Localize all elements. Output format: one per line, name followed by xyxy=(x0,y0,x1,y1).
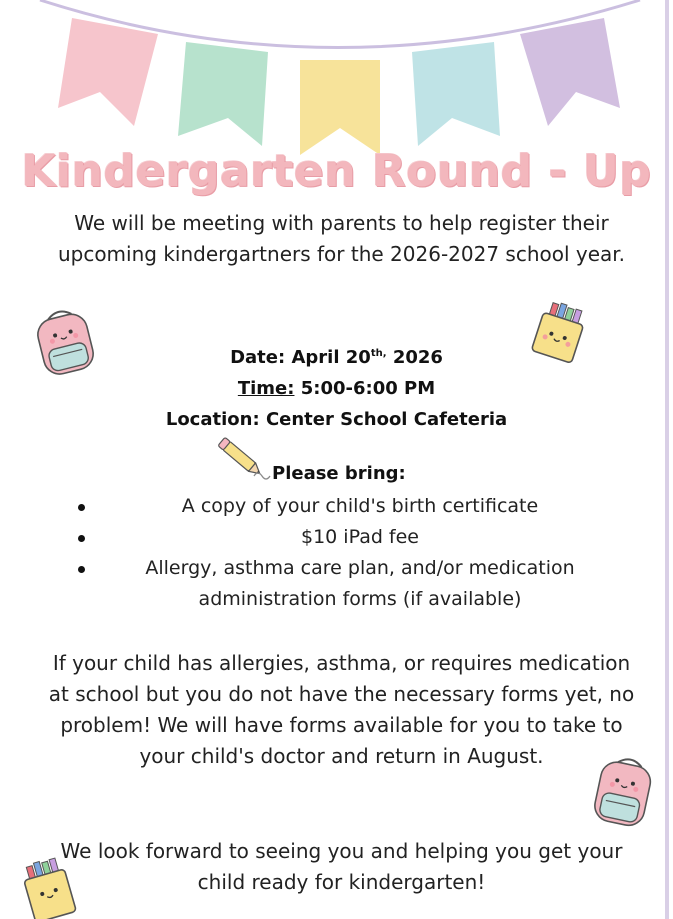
date-value: April 20 xyxy=(291,347,371,368)
flag-pink xyxy=(58,18,158,126)
bunting-banner xyxy=(0,0,673,160)
bullet xyxy=(78,535,85,542)
list-item: Allergy, asthma care plan, and/or medication administration forms (if available) xyxy=(60,553,620,615)
page-title: Kindergarten Round - Up xyxy=(21,146,652,197)
flag-yellow xyxy=(300,60,380,155)
flag-lavender xyxy=(520,18,620,126)
bullet xyxy=(78,566,85,573)
location-value: Center School Cafeteria xyxy=(265,409,508,430)
date-suffix: th, xyxy=(370,348,387,359)
crayon-box-icon xyxy=(14,852,84,919)
location-label: Location: xyxy=(165,409,260,430)
time-label: Time: xyxy=(237,378,295,399)
backpack-icon xyxy=(586,752,662,832)
backpack-icon xyxy=(28,306,104,378)
bullet xyxy=(78,504,85,511)
forms-note: If your child has allergies, asthma, or requires medication at school but you do not have the necessary forms yet, no problem! We will have forms available for you to take to your child's doctor and return in August. xyxy=(48,651,635,768)
time-value: 5:00-6:00 PM xyxy=(300,378,436,399)
list-item: A copy of your child's birth certificate xyxy=(60,491,620,522)
intro-text: We will be meeting with parents to help register their upcoming kindergartners for the 2026-2027 school year. xyxy=(57,211,626,266)
crayon-box-icon xyxy=(526,300,592,366)
list-item: $10 iPad fee xyxy=(60,522,620,553)
pencil-icon xyxy=(218,436,274,484)
bring-heading: Please bring: xyxy=(272,463,406,484)
closing-text: We look forward to seeing you and helping you get your child ready for kindergarten! xyxy=(60,839,623,894)
location-line xyxy=(0,404,673,435)
date-label: Date: xyxy=(230,347,286,368)
date-year: 2026 xyxy=(392,347,443,368)
flag-mint xyxy=(178,42,268,146)
bring-list xyxy=(60,491,620,615)
flag-blue xyxy=(412,42,500,146)
